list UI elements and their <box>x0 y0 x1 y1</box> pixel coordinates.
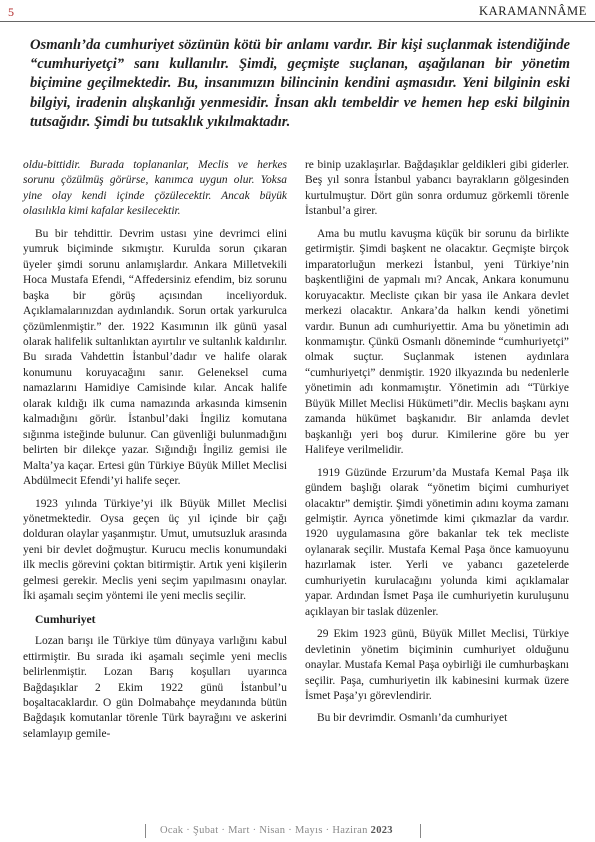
page-header <box>0 0 595 22</box>
paragraph: re binip uzaklaşırlar. Bağdaşıklar geldikleri gibi giderler. Beş yıl sonra İstanbul yabancı bayrakların gölgesinden kurtulmuştur. Dört gün sonra ordumuz görkemli törenle İstanbul’a girer. <box>305 159 569 218</box>
magazine-title: KARAMANNÂME <box>479 4 587 18</box>
page-number: 5 <box>8 5 14 19</box>
footer-divider <box>145 824 146 838</box>
header-rule <box>0 21 595 22</box>
page-footer <box>0 824 595 842</box>
paragraph: Bu bir tehdittir. Devrim ustası yine devrimci elini yumruk biçiminde sıkmıştır. Kurulda sorun çıkaran üyeler şimdi sorunu anlamışlardır. Ankara Milletvekili Hoca Mustafa Efendi, “Affedersiniz efendim, biz sorunu başka bir görüş açısından inceliyorduk. Açıklamalarınızdan aydınlandık. Sorun ortak yarkurulca çözümlenmiştir.” der. 1922 Kasımının ilk günü yasal olarak halifelik sultanlıktan ayırtılır ve sultanlık kaldırılır. Bu sırada Vahdettin İstanbul’dadır ve halife olarak konumunu koruyacağını sanır. Geleneksel cuma namazlarını Hamidiye Camisinde kılar. Ancak halife olarak kıldığı ilk cuma namazında arkasında kimsenin kalmadığını görür. İstanbul’daki İngiliz komutana sığınma isteğinde bulunur. Can güvenliği bulunmadığını belirten bir dilekçe yazar. Sığındığı İngiliz gemisi ile Malta’ya kaçar. Ertesi gün Türkiye Büyük Millet Meclisi Abdülmecit Efendi’yi halife seçer. <box>23 227 287 488</box>
right-column <box>305 158 569 734</box>
paragraph: oldu-bittidir. Burada toplananlar, Meclis ve herkes sorunu çözülmüş görürse, kanımca uygun olur. Yoksa yine olay kendi içinde çözülecektir. Ancak büyük olasılıkla kimi kafalar kesilecektir. <box>23 159 287 218</box>
left-column <box>23 158 287 749</box>
paragraph: 1923 yılında Türkiye’yi ilk Büyük Millet Meclisi yönetmektedir. Oysa geçen üç yıl içinde bir çağı dolduran olaylar yaşanmıştır. Umut, umutsuzluk arasında yeni bir devlet doğmuştur. Kurucu meclis konumundaki ilk meclis görevini çoktan bitirmiştir. Artık yeni kişilerin gelmesi gerekir. Meclis yeni seçim yapılmasını onaylar. İki aşamalı seçim yöntemi ile yeni meclis seçilir. <box>23 497 287 603</box>
issue-months: Ocak · Şubat · Mart · Nisan · Mayıs · Haziran <box>160 825 368 836</box>
paragraph: Lozan barışı ile Türkiye tüm dünyaya varlığını kabul ettirmiştir. Bu sırada iki aşamalı seçimle yeni meclis belirlenmiştir. Lozan Barış koşulları uyarınca Bağdaşıklar 2 Ekim 1922 günü İstanbul’u boşaltacaklardır. O gün Dolmabahçe meydanında bütün Bağdaşık komutanlar törenle Türk bayrağını ve askerini selamlayıp gemile- <box>23 635 287 740</box>
issue-info <box>160 825 393 836</box>
pull-quote <box>30 36 570 132</box>
paragraph: 1919 Güzünde Erzurum’da Mustafa Kemal Paşa ilk gündem başlığı olarak “yönetim biçimi cumhuriyet olacaktır” demiştir. Şimdi yönetimin adını koyma zamanı gelmiştir. Ayrıca yönetimde kimi çıkmazlar da vardır. 1920 uygulamasına göre bakanlar tek tek mecliste oylanarak seçilir. Mustafa Kemal Paşa önce kamuoyunu hazırlamak ister. Yerli ve yabancı gazetelerde cumhuriyetin kurulacağını yolunda kimi açıklamalar yapar. Ardından İsmet Paşa ile cumhuriyetin kuruluşunu açıklayan bir taslak düzenler. <box>305 466 569 618</box>
paragraph: Bu bir devrimdir. Osmanlı’da cumhuriyet <box>317 712 508 725</box>
footer-divider <box>420 824 421 838</box>
issue-year: 2023 <box>370 825 393 836</box>
paragraph: Ama bu mutlu kavuşma küçük bir sorunu da birlikte getirmiştir. Şimdi başkent ne olacaktır. Geçmişte birçok imparatorluğun merkezi İstanbul, yeni Türkiye’nin başkentliğini de yapmalı mı? Ancak, Ankara konumunu koruyacaktır. Mecliste çıkan bir yasa ile Ankara devlet merkezi olacaktır. Ankara’da halkın kendi yönetimi vardır. Bunun adı cumhuriyettir. Ama bu yönetimin adı konmamıştır. Çünkü Osmanlı döneminde “cumhuriyetçi” olmak suçtur. Suçlanmak istenen aydınlara “cumhuriyetçi” denmiştir. 1920 ilkyazında bu nedenlerle yönetimin adı konmamıştır. Yönetimin adı “Türkiye Büyük Millet Meclisi Hükümeti”dir. Meclis başkanı aynı zamanda hükümet başkanıdır. Bir anlamda devlet başkanlığı yeri boş durur. Kimilerine göre bu yer Halifeye verilmelidir. <box>305 227 569 457</box>
section-heading: Cumhuriyet <box>35 612 96 626</box>
paragraph: 29 Ekim 1923 günü, Büyük Millet Meclisi, Türkiye devletinin yönetim biçiminin cumhuriyet olduğunu onaylar. Mustafa Kemal Paşa oybirliği ile cumhurbaşkanı seçilir. Paşa, cumhuriyetin ilk kabinesini kurmak üzere İsmet Paşa’yı görevlendirir. <box>305 628 569 702</box>
pull-quote-text: Osmanlı’da cumhuriyet sözünün kötü bir anlamı vardır. Bir kişi suçlanmak istendiğinde “cumhuriyetçi” sanı kullanılır. Şimdi, geçmişte suçlanan, aşağılanan bir yönetim biçimine geçilmektedir. Bu, insanımızın bilincinin kendini aşmasıdır. Yeni bilginin eski bilgiyi, iradenin alışkanlığı yenmesidir. İnsan aklı tembeldir ve hemen hep eski bilginin tutsağıdır. Şimdi bu tutsaklık yıkılmaktadır. <box>30 37 570 130</box>
